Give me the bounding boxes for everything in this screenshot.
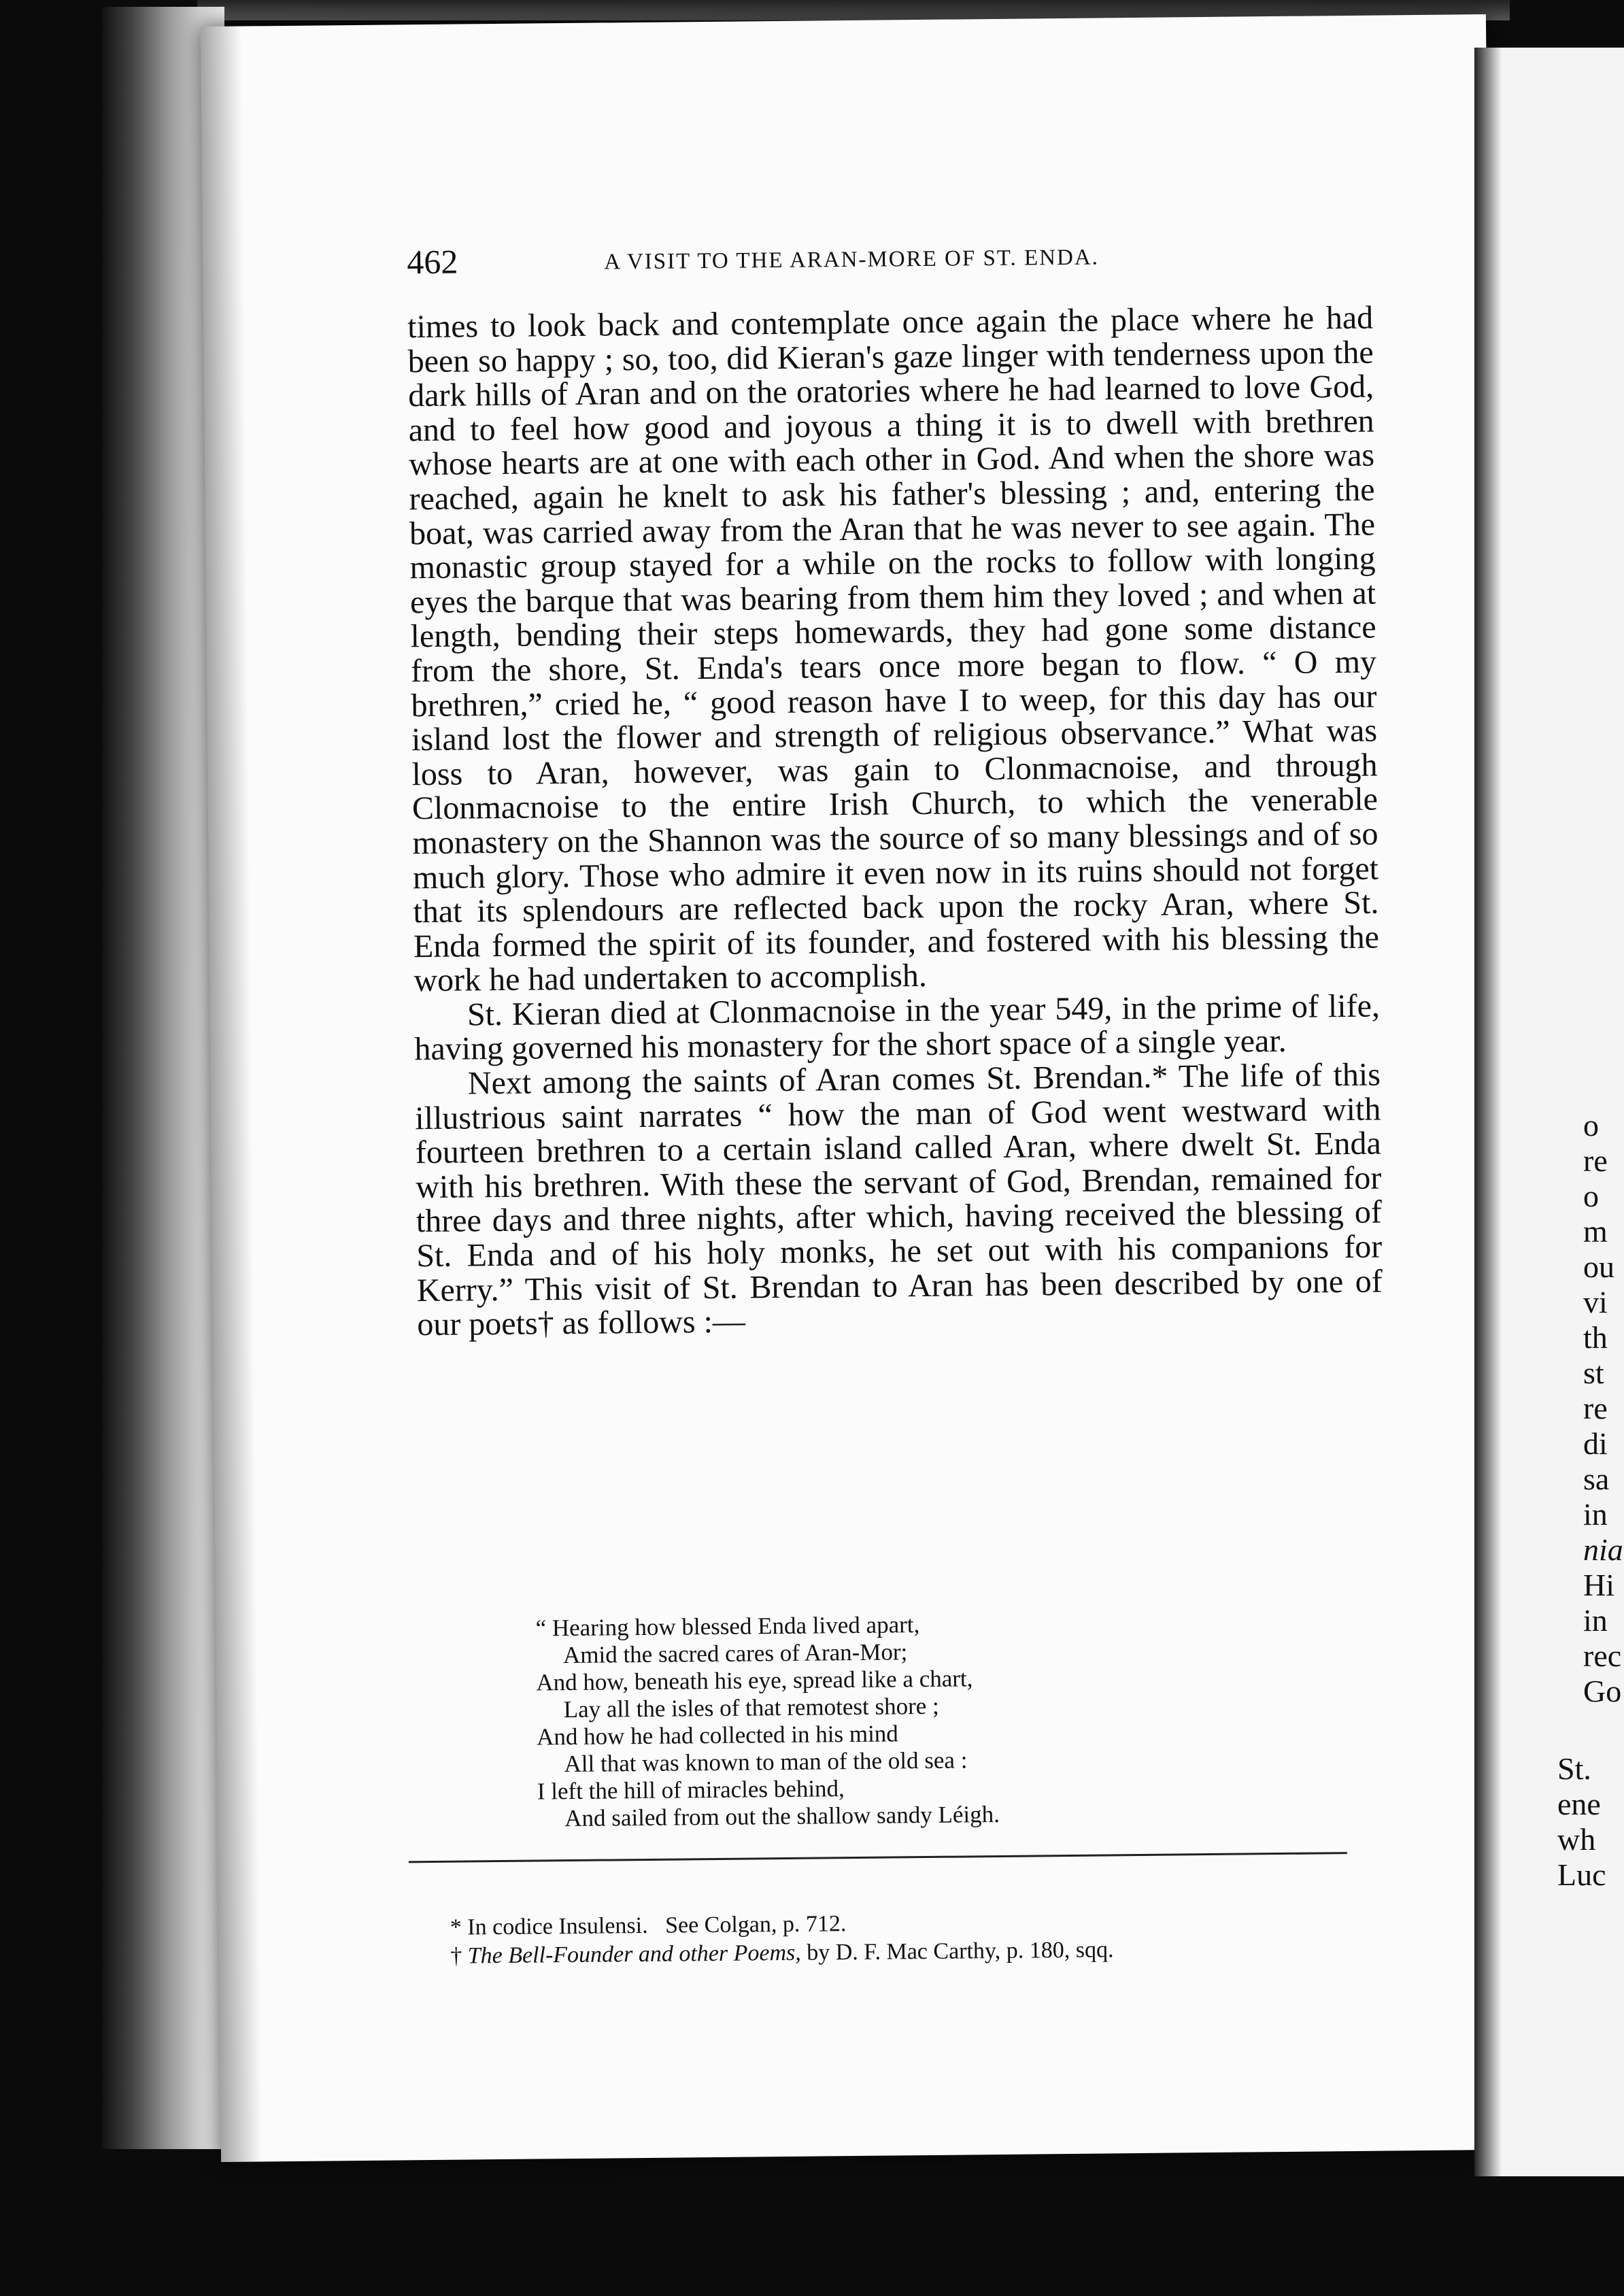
footnote-book-title: The Bell-Founder and other Poems, — [467, 1940, 801, 1969]
poem-line: And how, beneath his eye, spread like a chart, — [536, 1665, 973, 1696]
facing-text-fragment: re — [1583, 1143, 1608, 1178]
facing-text-fragment: in — [1583, 1603, 1608, 1638]
body-text — [407, 301, 1383, 1343]
facing-page-fragment — [1474, 48, 1624, 2176]
facing-text-fragment: o — [1583, 1108, 1599, 1143]
footnote-mark: † — [450, 1943, 468, 1969]
book-page — [201, 14, 1506, 2162]
facing-text-fragment: rec — [1583, 1638, 1622, 1673]
paragraph: times to look back and contemplate once again the place where he had been so happy ; so, too, did Kieran's gaze linger with tenderness upon the dark hills of Aran and on the oratories where he had learned to love God, and to feel how good and joyous a thing it is to dwell with brethren whose hearts are at one with each other in God. And when the shore was reached, again he knelt to ask his father's blessing ; and, entering the boat, was carried away from the Aran that he was never to see again. The monastic group stayed for a while on the rocks to follow with longing eyes the barque that was bearing from them him they loved ; and when at length, bending their steps homewards, they had gone some distance from the shore, St. Enda's tears once more began to flow. “ O my brethren,” cried he, “ good reason have I to weep, for this day has our island lost the flower and strength of religious observance.” What was loss to Aran, however, was gain to Clonmacnoise, and through Clonmacnoise to the entire Irish Church, to which the venerable monastery on the Shannon was the source of so many blessings and of so much glory. Those who admire it even now in its ruins should not forget that its splendours are reflected back upon the rocky Aran, where St. Enda formed the spirit of its founder, and fostered with his blessing the work he had undertaken to accomplish. — [407, 299, 1380, 999]
footnote-rule — [409, 1852, 1347, 1863]
facing-text-fragment: di — [1583, 1426, 1608, 1461]
facing-text-fragment: in — [1583, 1497, 1608, 1532]
poem-line: And sailed from out the shallow sandy Léigh. — [564, 1800, 1000, 1832]
footnote: * In codice Insulensi. See Colgan, p. 712. — [450, 1911, 847, 1940]
facing-text-fragment: sa — [1583, 1462, 1610, 1496]
facing-text-fragment: nia — [1583, 1532, 1623, 1567]
poem-line: “ Hearing how blessed Enda lived apart, — [535, 1611, 920, 1642]
page-number: 462 — [407, 242, 458, 282]
facing-text-fragment: St. — [1557, 1751, 1591, 1786]
running-title: A VISIT TO THE ARAN-MORE OF ST. ENDA. — [604, 245, 1100, 275]
facing-text-fragment: o — [1583, 1179, 1599, 1213]
facing-text-fragment: vi — [1583, 1285, 1608, 1319]
poem-line: All that was known to man of the old sea : — [564, 1746, 968, 1778]
facing-text-fragment: Hi — [1583, 1568, 1614, 1602]
footnotes — [450, 1904, 1403, 1970]
facing-text-fragment: m — [1583, 1214, 1608, 1249]
facing-gutter-shadow — [1474, 48, 1502, 2176]
poem-line: I left the hill of miracles behind, — [537, 1775, 845, 1805]
paragraph: Next among the saints of Aran comes St. Brendan.* The life of this illustrious saint narrates “ how the man of God went westward with fourteen brethren to a certain island called Aran, where dwelt St. Enda with his brethren. With these the servant of God, Brendan, remained for three days and three nights, after which, having received the blessing of St. Enda and of his holy monks, he set out with his companions for Kerry.” This visit of St. Brendan to Aran has been described by one of our poets† as follows :— — [415, 1056, 1383, 1343]
paragraph: St. Kieran died at Clonmacnoise in the year 549, in the prime of life, having governed his monastery for the short space of a single year. — [414, 987, 1381, 1068]
facing-text-fragment: re — [1583, 1391, 1608, 1425]
footnote-text: by D. F. Mac Carthy, p. 180, sqq. — [800, 1937, 1114, 1965]
facing-text-fragment: Go — [1583, 1674, 1622, 1708]
facing-text-fragment: wh — [1557, 1822, 1596, 1857]
facing-text-fragment: st — [1583, 1355, 1604, 1390]
poem-line: Amid the sacred cares of Aran-Mor; — [562, 1638, 908, 1669]
running-head — [407, 233, 1441, 297]
poem-quotation — [535, 1608, 1217, 1833]
poem-line: Lay all the isles of that remotest shore ; — [563, 1692, 939, 1723]
facing-text-fragment: ou — [1583, 1249, 1614, 1284]
facing-text-fragment: ene — [1557, 1787, 1601, 1821]
facing-text-fragment: th — [1583, 1320, 1608, 1355]
poem-line: And how he had collected in his mind — [536, 1720, 899, 1751]
facing-text-fragment: Luc — [1557, 1857, 1606, 1892]
